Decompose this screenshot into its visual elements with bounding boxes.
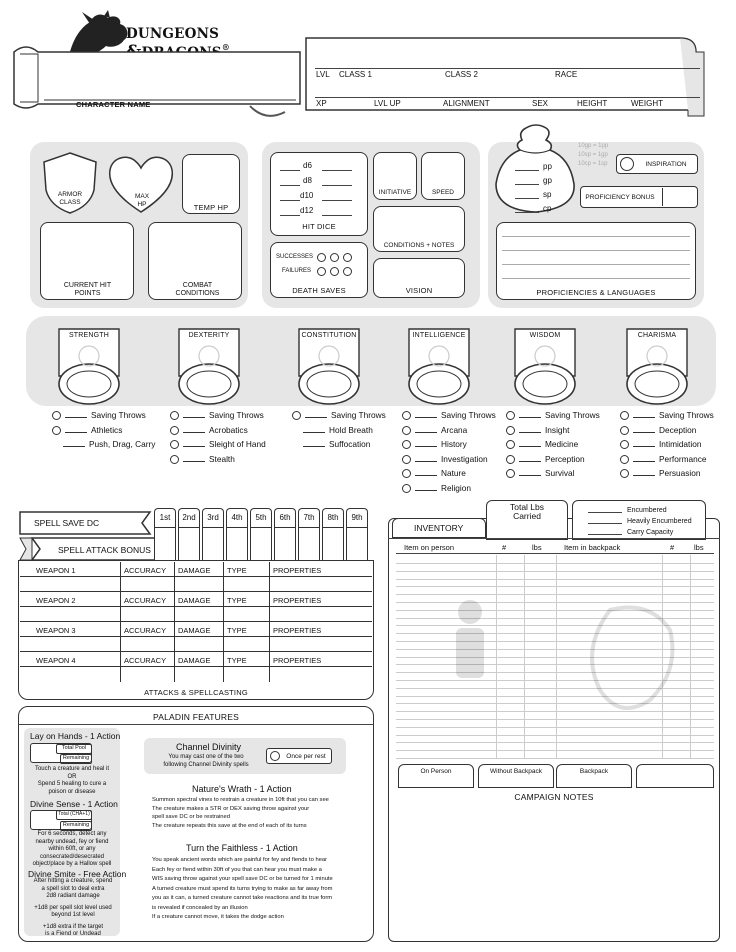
skill-row[interactable] [506,425,569,435]
inventory-col-label: Item on person [404,543,455,552]
weapon-col-label: DAMAGE [178,596,211,605]
proficiency-circle[interactable] [170,440,179,449]
temp-hp-label: TEMP HP [193,203,229,212]
inventory-total-2[interactable] [478,764,554,788]
weapon-col-label: PROPERTIES [273,596,322,605]
weapon-col-label: DAMAGE [178,566,211,575]
ability-name: STRENGTH [68,332,110,339]
dice-d10: d10 [300,191,314,200]
proficiency-circle[interactable] [506,455,515,464]
alignment-label: ALIGNMENT [443,99,490,108]
channel-divinity-title: Channel Divinity [176,742,242,752]
inventory-total-label: On Person [420,768,452,775]
skill-row[interactable] [402,439,467,449]
weapon-col-label: TYPE [227,656,247,665]
successes-label: SUCCESSES [276,254,314,260]
spell-attack-bonus-label: SPELL ATTACK BONUS [58,545,151,555]
coin-sp: sp [543,190,552,199]
coin-cp: cp [543,204,552,213]
success-circle-1[interactable] [317,253,326,262]
skill-label: Religion [441,482,471,493]
once-per-rest-label: Once per rest [286,753,326,760]
conditions-notes-label: CONDITIONS + NOTES [383,242,455,249]
speed-label: SPEED [431,189,455,196]
ability-score-input[interactable] [70,372,108,396]
inventory-total-3[interactable] [556,764,632,788]
lay-on-hands-title: Lay on Hands - 1 Action [30,731,121,741]
skill-row[interactable] [620,468,701,478]
proficiency-circle[interactable] [402,469,411,478]
ability-score-input[interactable] [190,372,228,396]
weapon-name-label: WEAPON 2 [36,596,76,605]
turn-faithless-title: Turn the Faithless - 1 Action [186,843,298,853]
proficiency-circle[interactable] [402,455,411,464]
spell-slot-5th[interactable] [250,508,272,562]
skill-label: Saving Throws [91,410,146,420]
skill-label: Athletics [91,424,123,435]
skill-row[interactable] [506,410,600,420]
inventory-col-label: lbs [694,543,704,552]
dice-d6: d6 [303,161,312,170]
weapon-row[interactable] [20,652,372,682]
skill-row[interactable] [292,410,386,420]
weapon-col-label: DAMAGE [178,626,211,635]
skill-row[interactable] [402,454,488,464]
skill-row[interactable] [620,454,707,464]
class1-label: CLASS 1 [339,70,372,79]
skill-label: History [441,439,467,449]
campaign-notes-area[interactable] [396,806,714,936]
divine-sense-remaining: Remaining [60,821,92,831]
spell-slot-label: 5th [255,513,267,522]
proficiency-circle[interactable] [292,411,301,420]
channel-divinity-text: You may cast one of the two following Channel Divinity spells [163,754,249,768]
weapon-col-label: PROPERTIES [273,626,322,635]
spell-slot-3rd[interactable] [202,508,224,562]
logo-registered: ® [221,42,230,52]
spell-slot-label: 4th [231,513,243,522]
skill-label: Saving Throws [331,410,386,420]
skill-label: Sleight of Hand [209,439,266,449]
failures-label: FAILURES [282,268,312,274]
failure-circle-2[interactable] [330,267,339,276]
spell-slot-9th[interactable] [346,508,368,562]
ability-score-input[interactable] [310,372,348,396]
proficiency-circle[interactable] [170,455,179,464]
natures-wrath-text: Summon spectral vines to restrain a creature in 10ft that you can see The creature makes a STR or DEX saving throw against your spell save DC or be restrained The creature repeats this save at the end of each of its turns [152,797,329,829]
inventory-total-1[interactable] [398,764,474,788]
once-per-rest-toggle[interactable] [270,751,280,761]
inventory-col-label: # [502,543,507,552]
max-hp-label: MAX HP [134,193,150,208]
abilities-band [26,316,716,406]
turn-faithless-text: You speak ancient words which are painful for fey and fiends to hear Each fey or fiend within 30ft of you that can hear you must make a WIS saving throw against your spell save DC or be turned for 1 minute A turned creature must spend its turns trying to make as far away from you as it can, a turned creature cannot take reactions and its true form is revealed if concealed by an illusion If a creature cannot move, it takes the dodge action [152,857,333,920]
spell-slot-label: 8th [327,513,339,522]
proficiency-circle[interactable] [52,411,61,420]
skill-row[interactable] [52,410,146,420]
skill-label: Perception [545,453,585,464]
skill-row[interactable] [506,468,575,478]
ability-name: WISDOM [529,332,561,339]
proficiency-circle[interactable] [402,440,411,449]
proficiency-circle[interactable] [506,440,515,449]
race-label: RACE [555,70,578,79]
spell-slot-1st[interactable] [154,508,176,562]
proficiency-circle[interactable] [52,426,61,435]
weapon-col-label: TYPE [227,626,247,635]
skill-label: Saving Throws [441,410,496,420]
proficiency-bonus-label: PROFICIENCY BONUS [585,194,655,201]
skill-label: Investigation [441,453,488,464]
armor-class-shield[interactable] [40,150,100,216]
skill-row[interactable] [620,410,714,420]
inventory-total-extra[interactable] [636,764,714,788]
proficiency-circle[interactable] [506,411,515,420]
total-lbs-label: Total Lbs Carried [509,502,545,521]
inventory-title: INVENTORY [414,523,464,533]
current-hp-label: CURRENT HIT POINTS [63,282,112,297]
logo-text-1: DUNGEONS [126,26,220,42]
inventory-col-label: Item in backpack [564,543,621,552]
death-saves-label: DEATH SAVES [292,286,346,295]
lay-on-hands-remaining: Remaining [60,754,92,764]
skill-label: Nature [441,468,466,478]
spell-slot-2nd[interactable] [178,508,200,562]
weapon-name-label: WEAPON 1 [36,566,76,575]
ability-strength [56,326,122,406]
divine-smite-title: Divine Smite - Free Action [28,869,127,879]
skill-label: Medicine [545,439,579,449]
skill-row[interactable] [292,425,373,435]
skill-row[interactable] [52,439,155,449]
attacks-title: ATTACKS & SPELLCASTING [144,688,248,697]
proficiencies-languages-label: PROFICIENCIES & LANGUAGES [536,288,656,297]
spell-slot-8th[interactable] [322,508,344,562]
spell-slot-6th[interactable] [274,508,296,562]
spell-slot-label: 2nd [182,513,196,522]
inventory-total-label: Backpack [579,768,609,775]
inventory-col-label: lbs [532,543,542,552]
weapon-col-label: TYPE [227,566,247,575]
character-name-label: CHARACTER NAME [76,100,151,109]
weapon-col-label: PROPERTIES [273,566,322,575]
weapon-name-label: WEAPON 3 [36,626,76,635]
skill-label: Arcana [441,424,468,435]
divine-sense-text: For 6 seconds, detect any nearby undead, fey or fiend within 60ft, or any consecrated/desecrated object/place by a Hallow spell [32,831,112,867]
campaign-notes-label: CAMPAIGN NOTES [514,792,594,802]
spell-slot-4th[interactable] [226,508,248,562]
proficiency-circle[interactable] [620,411,629,420]
inventory-col-label: # [670,543,675,552]
ability-wisdom [512,326,578,406]
ability-dexterity [176,326,242,406]
skill-label: Saving Throws [545,410,600,420]
skill-row[interactable] [402,410,496,420]
proficiency-circle[interactable] [506,469,515,478]
weapon-col-label: ACCURACY [124,596,167,605]
combat-conditions-label: COMBAT CONDITIONS [175,282,220,297]
proficiency-circle[interactable] [620,469,629,478]
weight-label: WEIGHT [631,99,663,108]
skill-label: Saving Throws [209,410,264,420]
weapon-row[interactable] [20,622,372,652]
lay-on-hands-pool: Total Pool [56,744,92,754]
skill-row[interactable] [402,425,467,435]
proficiency-circle[interactable] [402,484,411,493]
divine-sense-title: Divine Sense - 1 Action [30,799,118,809]
initiative-label: INITIATIVE [378,189,412,196]
ability-name: CONSTITUTION [301,332,357,339]
skill-label: Persuasion [659,468,701,478]
skill-row[interactable] [506,439,578,449]
ability-intelligence [406,326,472,406]
xp-label: XP [316,99,327,108]
lvl-label: LVL [316,70,330,79]
success-circle-2[interactable] [330,253,339,262]
skill-label: Insight [545,424,570,435]
spell-slot-label: 7th [303,513,315,522]
inventory-watermark-icon [430,590,690,730]
spell-slot-label: 9th [351,513,363,522]
hit-dice-label: HIT DICE [302,222,336,231]
weapon-col-label: PROPERTIES [273,656,322,665]
proficiency-circle[interactable] [170,426,179,435]
weapon-row[interactable] [20,592,372,622]
height-label: HEIGHT [577,99,608,108]
proficiency-circle[interactable] [402,411,411,420]
skill-row[interactable] [52,425,122,435]
inventory-total-label: Without Backpack [489,768,543,775]
ability-constitution [296,326,362,406]
coin-pp: pp [543,162,552,171]
skill-label: Performance [659,453,707,464]
lay-on-hands-text: Touch a creature and heal it OR Spend 5 healing to cure a poison or disease [34,766,110,795]
coin-purse-icon [490,124,580,220]
spell-slot-label: 6th [279,513,291,522]
coin-gp: gp [543,176,552,185]
skill-row[interactable] [402,468,466,478]
skill-label: Hold Breath [329,424,373,435]
skill-row[interactable] [170,410,264,420]
natures-wrath-title: Nature's Wrath - 1 Action [192,784,292,794]
skill-row[interactable] [170,439,266,449]
class2-label: CLASS 2 [445,70,478,79]
divine-sense-total: Total (CHA+1) [56,810,92,820]
weapon-col-label: ACCURACY [124,626,167,635]
skill-label: Acrobatics [209,424,248,435]
ability-charisma [624,326,690,406]
lvl-up-label: LVL UP [374,99,401,108]
dice-d8: d8 [303,176,312,185]
spell-slot-7th[interactable] [298,508,320,562]
ability-score-input[interactable] [526,372,564,396]
skill-label: Intimidation [659,439,702,449]
weapon-col-label: ACCURACY [124,566,167,575]
proficiency-circle[interactable] [170,411,179,420]
skill-label: Stealth [209,453,235,464]
spell-save-dc-label: SPELL SAVE DC [34,518,100,528]
proficiency-bonus-input[interactable] [662,188,695,206]
skill-row[interactable] [292,439,370,449]
spell-slot-label: 3rd [207,513,219,522]
failure-circle-3[interactable] [343,267,352,276]
skill-label: Push, Drag, Carry [89,439,156,449]
skill-label: Survival [545,468,575,478]
skill-row[interactable] [620,425,696,435]
vision-label: VISION [405,286,433,295]
skill-row[interactable] [170,454,235,464]
encumbrance-list: Encumbered Heavily Encumbered Carry Capacity [627,507,692,536]
proficiency-circle[interactable] [620,426,629,435]
skill-label: Deception [659,424,697,435]
skill-row[interactable] [402,483,471,493]
skill-row[interactable] [506,454,585,464]
success-circle-3[interactable] [343,253,352,262]
divine-smite-text: After hitting a creature, spend a spell slot to deal extra 2d8 radiant damage +1d8 per spell slot level used beyond 1st level +1d8 extra if the target is a Fiend or Undead [33,878,113,937]
skill-row[interactable] [170,425,248,435]
coin-conversions: 10gp = 1pp 10sp = 1gp 10cp = 1sp [578,143,609,167]
weapon-col-label: TYPE [227,596,247,605]
skill-label: Saving Throws [659,410,714,420]
proficiency-circle[interactable] [506,426,515,435]
inspiration-label: INSPIRATION [645,161,687,168]
paladin-features-title: PALADIN FEATURES [152,712,239,722]
dice-d12: d12 [300,206,314,215]
ability-score-input[interactable] [420,372,458,396]
skill-label: Suffocation [329,439,371,449]
proficiency-circle[interactable] [402,426,411,435]
ability-name: INTELLIGENCE [412,332,466,339]
weapon-col-label: ACCURACY [124,656,167,665]
weapon-row[interactable] [20,562,372,592]
skill-row[interactable] [620,439,701,449]
proficiency-circle[interactable] [620,440,629,449]
ability-name: CHARISMA [637,332,677,339]
proficiency-circle[interactable] [620,455,629,464]
ability-score-input[interactable] [638,372,676,396]
spell-slot-label: 1st [159,513,171,522]
ability-name: DEXTERITY [188,332,230,339]
armor-class-label: ARMOR CLASS [57,191,83,206]
failure-circle-1[interactable] [317,267,326,276]
inspiration-toggle[interactable] [620,157,634,171]
character-name-input[interactable] [44,60,294,98]
weapon-name-label: WEAPON 4 [36,656,76,665]
weapon-col-label: DAMAGE [178,656,211,665]
sex-label: SEX [532,99,549,108]
